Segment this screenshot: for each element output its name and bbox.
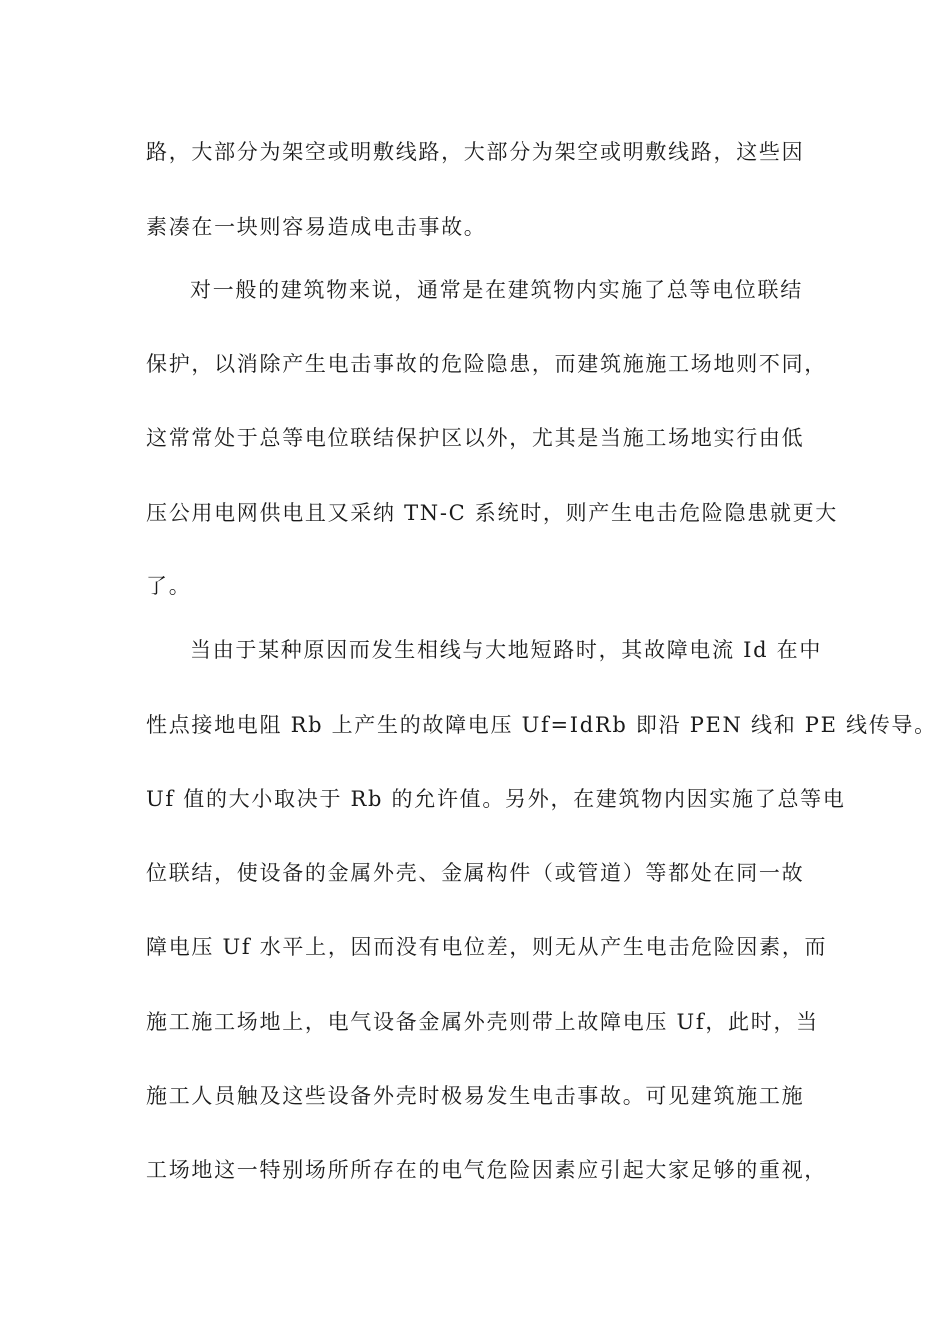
text-line-6: 压公用电网供电且又采纳 TN-C 系统时，则产生电击危险隐患就更大 — [146, 501, 838, 525]
text-line-2: 素凑在一块则容易造成电击事故。 — [146, 215, 487, 239]
text-line-10: Uf 值的大小取决于 Rb 的允许值。另外，在建筑物内因实施了总等电 — [146, 787, 846, 811]
text-line-11: 位联结，使设备的金属外壳、金属构件（或管道）等都处在同一故 — [146, 861, 805, 885]
text-line-12: 障电压 Uf 水平上，因而没有电位差，则无从产生电击危险因素，而 — [146, 935, 828, 959]
text-line-4: 保护，以消除产生电击事故的危险隐患，而建筑施施工场地则不同， — [146, 352, 827, 376]
text-line-9: 性点接地电阻 Rb 上产生的故障电压 Uf=IdRb 即沿 PEN 线和 PE 线传导。 — [146, 713, 937, 737]
text-line-13: 施工施工场地上，电气设备金属外壳则带上故障电压 Uf，此时，当 — [146, 1010, 819, 1034]
text-line-8: 当由于某种原因而发生相线与大地短路时，其故障电流 Id 在中 — [190, 638, 823, 662]
text-line-3: 对一般的建筑物来说，通常是在建筑物内实施了总等电位联结 — [190, 278, 803, 302]
text-line-7: 了。 — [146, 574, 192, 598]
text-line-5: 这常常处于总等电位联结保护区以外，尤其是当施工场地实行由低 — [146, 426, 805, 450]
text-line-14: 施工人员触及这些设备外壳时极易发生电击事故。可见建筑施工施 — [146, 1084, 805, 1108]
text-line-15: 工场地这一特别场所所存在的电气危险因素应引起大家足够的重视， — [146, 1158, 827, 1182]
text-line-1: 路，大部分为架空或明敷线路，大部分为架空或明敷线路，这些因 — [146, 140, 805, 164]
